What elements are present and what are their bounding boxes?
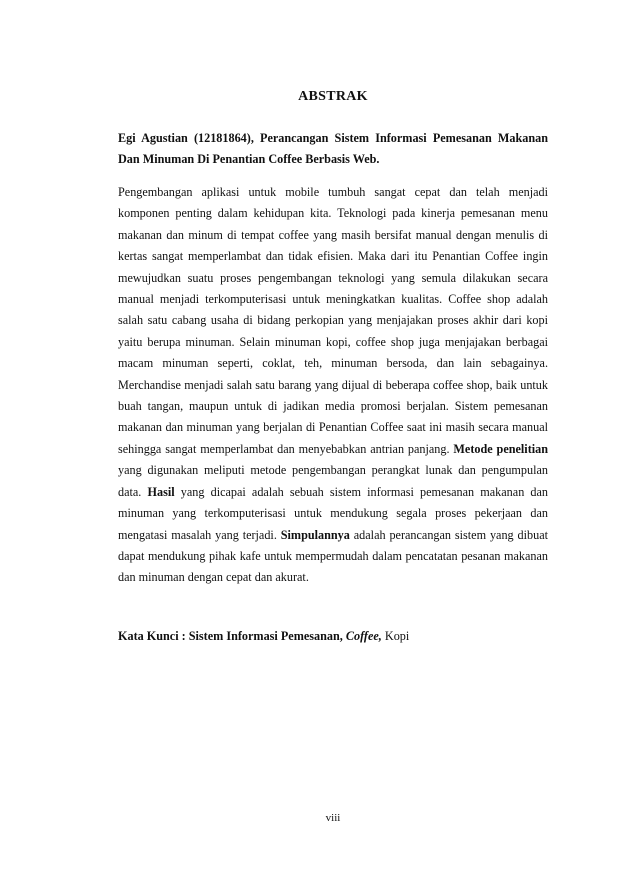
- keyword-3: Kopi: [384, 629, 410, 643]
- keyword-2: Coffee,: [345, 629, 382, 643]
- author-line: Egi Agustian (12181864), Perancangan Sistem Informasi Pemesanan Makanan Dan Minuman Di Penantian Coffee Berbasis Web.: [118, 131, 548, 166]
- abstract-text-part4: adalah perancangan sistem yang dibuat dapat mendukung pihak kafe untuk mempermudah dalam pencatatan pesanan makanan dan minuman dengan cepat dan akurat.: [118, 527, 548, 585]
- page-number: viii: [325, 812, 341, 824]
- abstract-text-part2: yang digunakan meliputi metode pengembangan perangkat lunak dan pengumpulan data.: [118, 463, 548, 499]
- keywords-label: Kata Kunci :: [118, 629, 186, 643]
- method-label: Metode penelitian: [453, 441, 549, 456]
- keywords-line: [118, 626, 548, 647]
- abstract-text-part1: Pengembangan aplikasi untuk mobile tumbuh sangat cepat dan telah menjadi komponen penting dalam kehidupan kita. Teknologi pada kinerja pemesanan menu makanan dan minum di tempat coffee yang masih bersifat manual dengan menulis di kertas sangat memperlambat dan tidak efisien. Maka dari itu Penantian Coffee ingin mewujudkan suatu proses pengembangan teknologi yang semula dilakukan secara manual menjadi terkomputerisasi untuk meningkatkan kualitas. Coffee shop adalah salah satu cabang usaha di bidang perkopian yang menjajakan proses akhir dari kopi yaitu berupa minuman. Selain minuman kopi, coffee shop juga menjajakan berbagai macam minuman seperti, coklat, teh, minuman bersoda, dan lain sebagainya. Merchandise menjadi salah satu barang yang dijual di beberapa coffee shop, baik untuk buah tangan, maupun untuk di jadikan media promosi berjalan. Sistem pemesanan makanan dan minuman yang berjalan di Penantian Coffee saat ini masih secara manual sehingga sangat memperlambat dan menyebabkan antrian panjang.: [118, 185, 548, 456]
- conclusion-label: Simpulannya: [280, 527, 350, 542]
- result-label: Hasil: [147, 484, 175, 499]
- keyword-1: Sistem Informasi Pemesanan,: [188, 629, 343, 643]
- abstract-text-part3: yang dicapai adalah sebuah sistem informasi pemesanan makanan dan minuman yang terkomputerisasi untuk mendukung segala proses pekerjaan dan mengatasi masalah yang terjadi.: [118, 484, 549, 542]
- page-title: ABSTRAK: [298, 89, 368, 104]
- abstract-body: [118, 182, 548, 589]
